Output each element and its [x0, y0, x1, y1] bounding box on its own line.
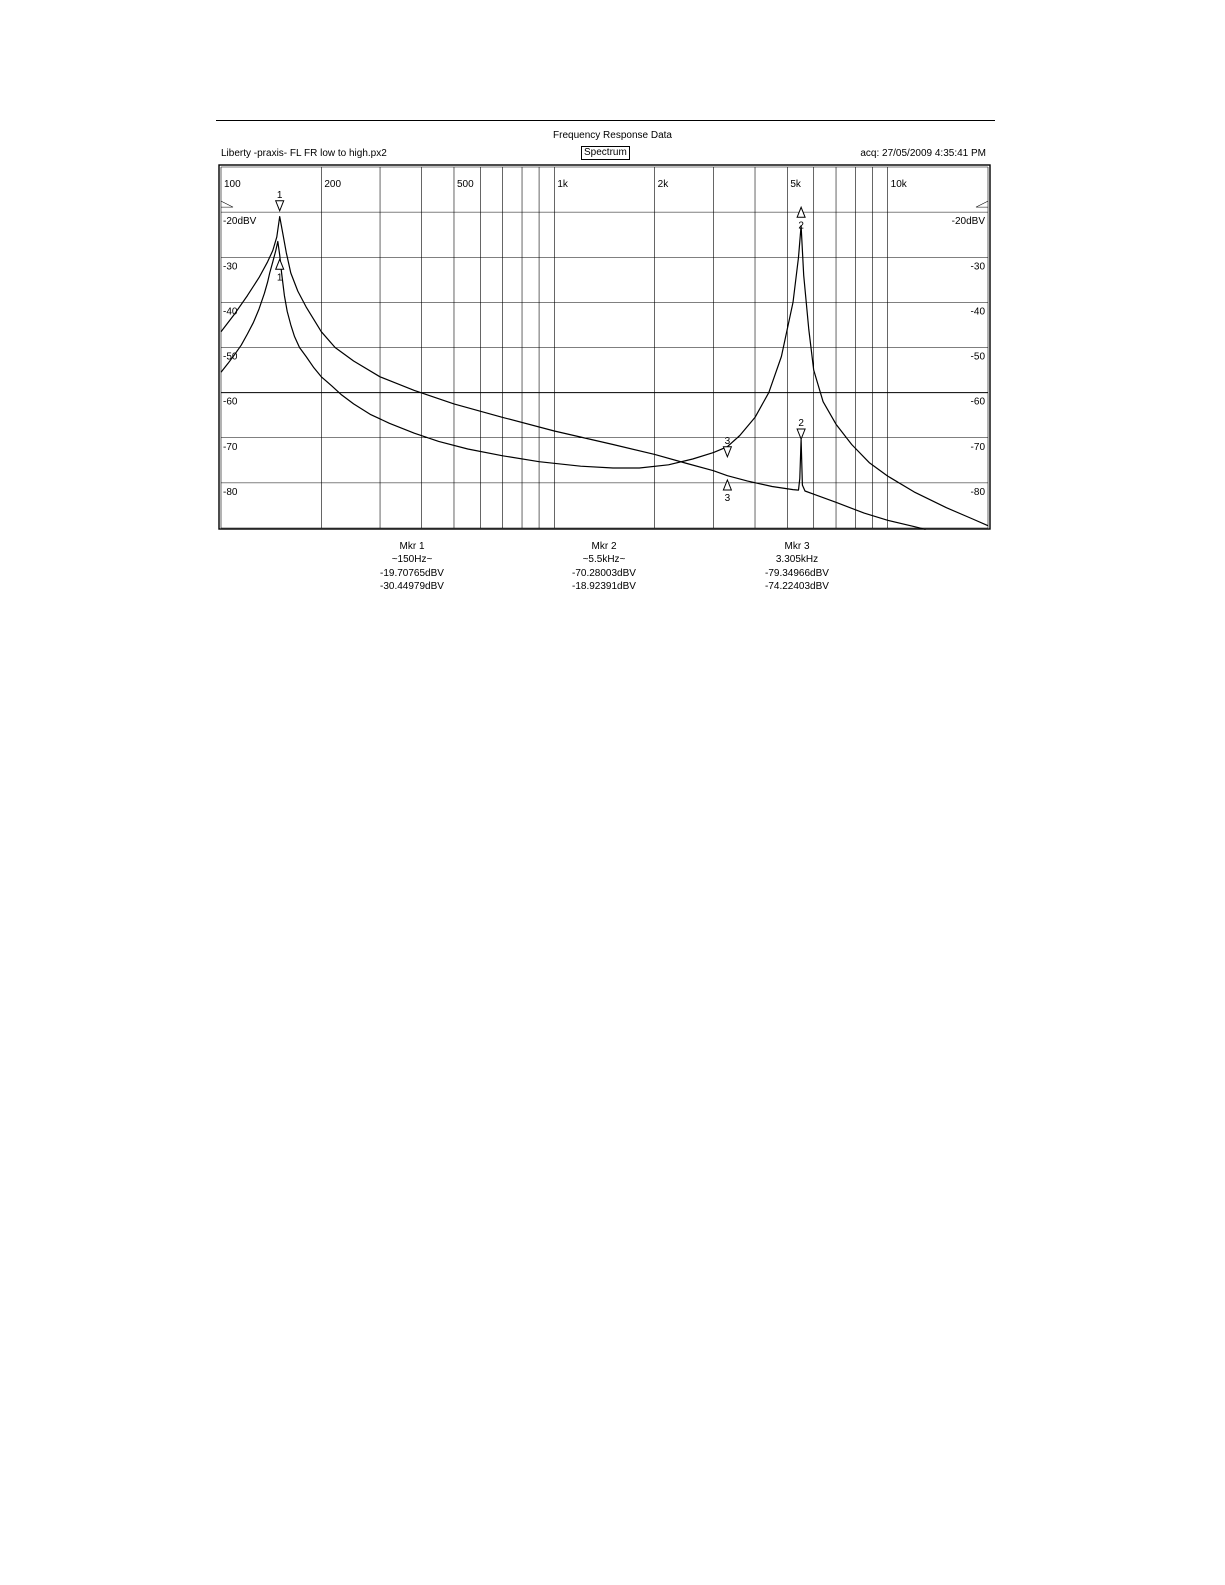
marker-3-title: Mkr 3 [784, 541, 810, 552]
marker-2-value-2: -18.92391dBV [572, 580, 636, 592]
marker-triangle-3 [723, 447, 731, 457]
x-tick-label: 500 [456, 179, 474, 190]
series-line-1 [221, 226, 988, 526]
y-tick-label-right: -80 [970, 486, 985, 498]
marker-1-title: Mkr 1 [399, 541, 425, 552]
marker-label-2: 2 [798, 418, 804, 430]
y-tick-label-left: -70 [223, 441, 238, 453]
x-tick-label: 5k [790, 179, 801, 190]
y-tick-label-left: -50 [223, 351, 238, 363]
y-tick-label-right: -50 [970, 351, 985, 363]
marker-triangle-3 [723, 480, 731, 490]
y-tick-label-left: -60 [223, 396, 238, 408]
reference-level-left-icon [221, 201, 233, 207]
marker-3-frequency: 3.305kHz [775, 554, 819, 566]
x-tick-label: 1k [557, 179, 568, 190]
acquisition-timestamp: acq: 27/05/2009 4:35:41 PM [860, 148, 986, 159]
y-tick-label-left: -20dBV [223, 216, 257, 228]
marker-label-3: 3 [724, 435, 731, 447]
marker-2-frequency: ~5.5kHz~ [582, 554, 626, 566]
marker-2-title: Mkr 2 [591, 541, 617, 552]
y-tick-label-right: -70 [970, 441, 985, 453]
reference-level-right-icon [976, 201, 988, 207]
marker-label-1: 1 [276, 189, 283, 201]
marker-triangle-1 [276, 201, 284, 211]
file-name: Liberty -praxis- FL FR low to high.px2 [221, 148, 387, 159]
view-mode-label: Spectrum [581, 146, 630, 160]
marker-3-value-2: -74.22403dBV [765, 580, 829, 592]
marker-triangle-1 [276, 259, 284, 269]
markers [276, 190, 805, 504]
y-tick-label-right: -30 [970, 261, 985, 273]
y-tick-label-right: -60 [970, 396, 985, 408]
marker-3-value-1: -79.34966dBV [765, 567, 829, 579]
y-tick-label-right: -40 [970, 306, 985, 318]
y-tick-label-left: -30 [223, 261, 238, 273]
x-tick-label: 100 [224, 179, 241, 190]
y-tick-label-left: -80 [223, 486, 238, 498]
y-tick-label-left: -40 [223, 306, 238, 318]
frequency-response-chart [218, 164, 991, 531]
marker-label-2: 2 [798, 220, 804, 232]
x-tick-label: 2k [657, 179, 669, 190]
x-tick-label: 200 [324, 179, 342, 190]
header-rule [216, 120, 995, 121]
x-tick-label: 10k [890, 179, 907, 190]
marker-1-frequency: ~150Hz~ [391, 554, 433, 566]
chart-title: Frequency Response Data [553, 130, 672, 141]
tick-labels [221, 179, 988, 498]
series-curves [221, 217, 988, 530]
marker-1-value-1: -19.70765dBV [380, 567, 444, 579]
marker-1-value-2: -30.44979dBV [380, 580, 444, 592]
marker-label-3: 3 [724, 492, 731, 504]
marker-label-1: 1 [276, 272, 283, 284]
y-tick-label-right: -20dBV [951, 216, 985, 228]
marker-3-readout [727, 540, 867, 593]
marker-2-readout [534, 540, 674, 593]
marker-1-readout [342, 540, 482, 593]
series-line-2 [221, 217, 926, 530]
marker-2-value-1: -70.28003dBV [572, 567, 636, 579]
